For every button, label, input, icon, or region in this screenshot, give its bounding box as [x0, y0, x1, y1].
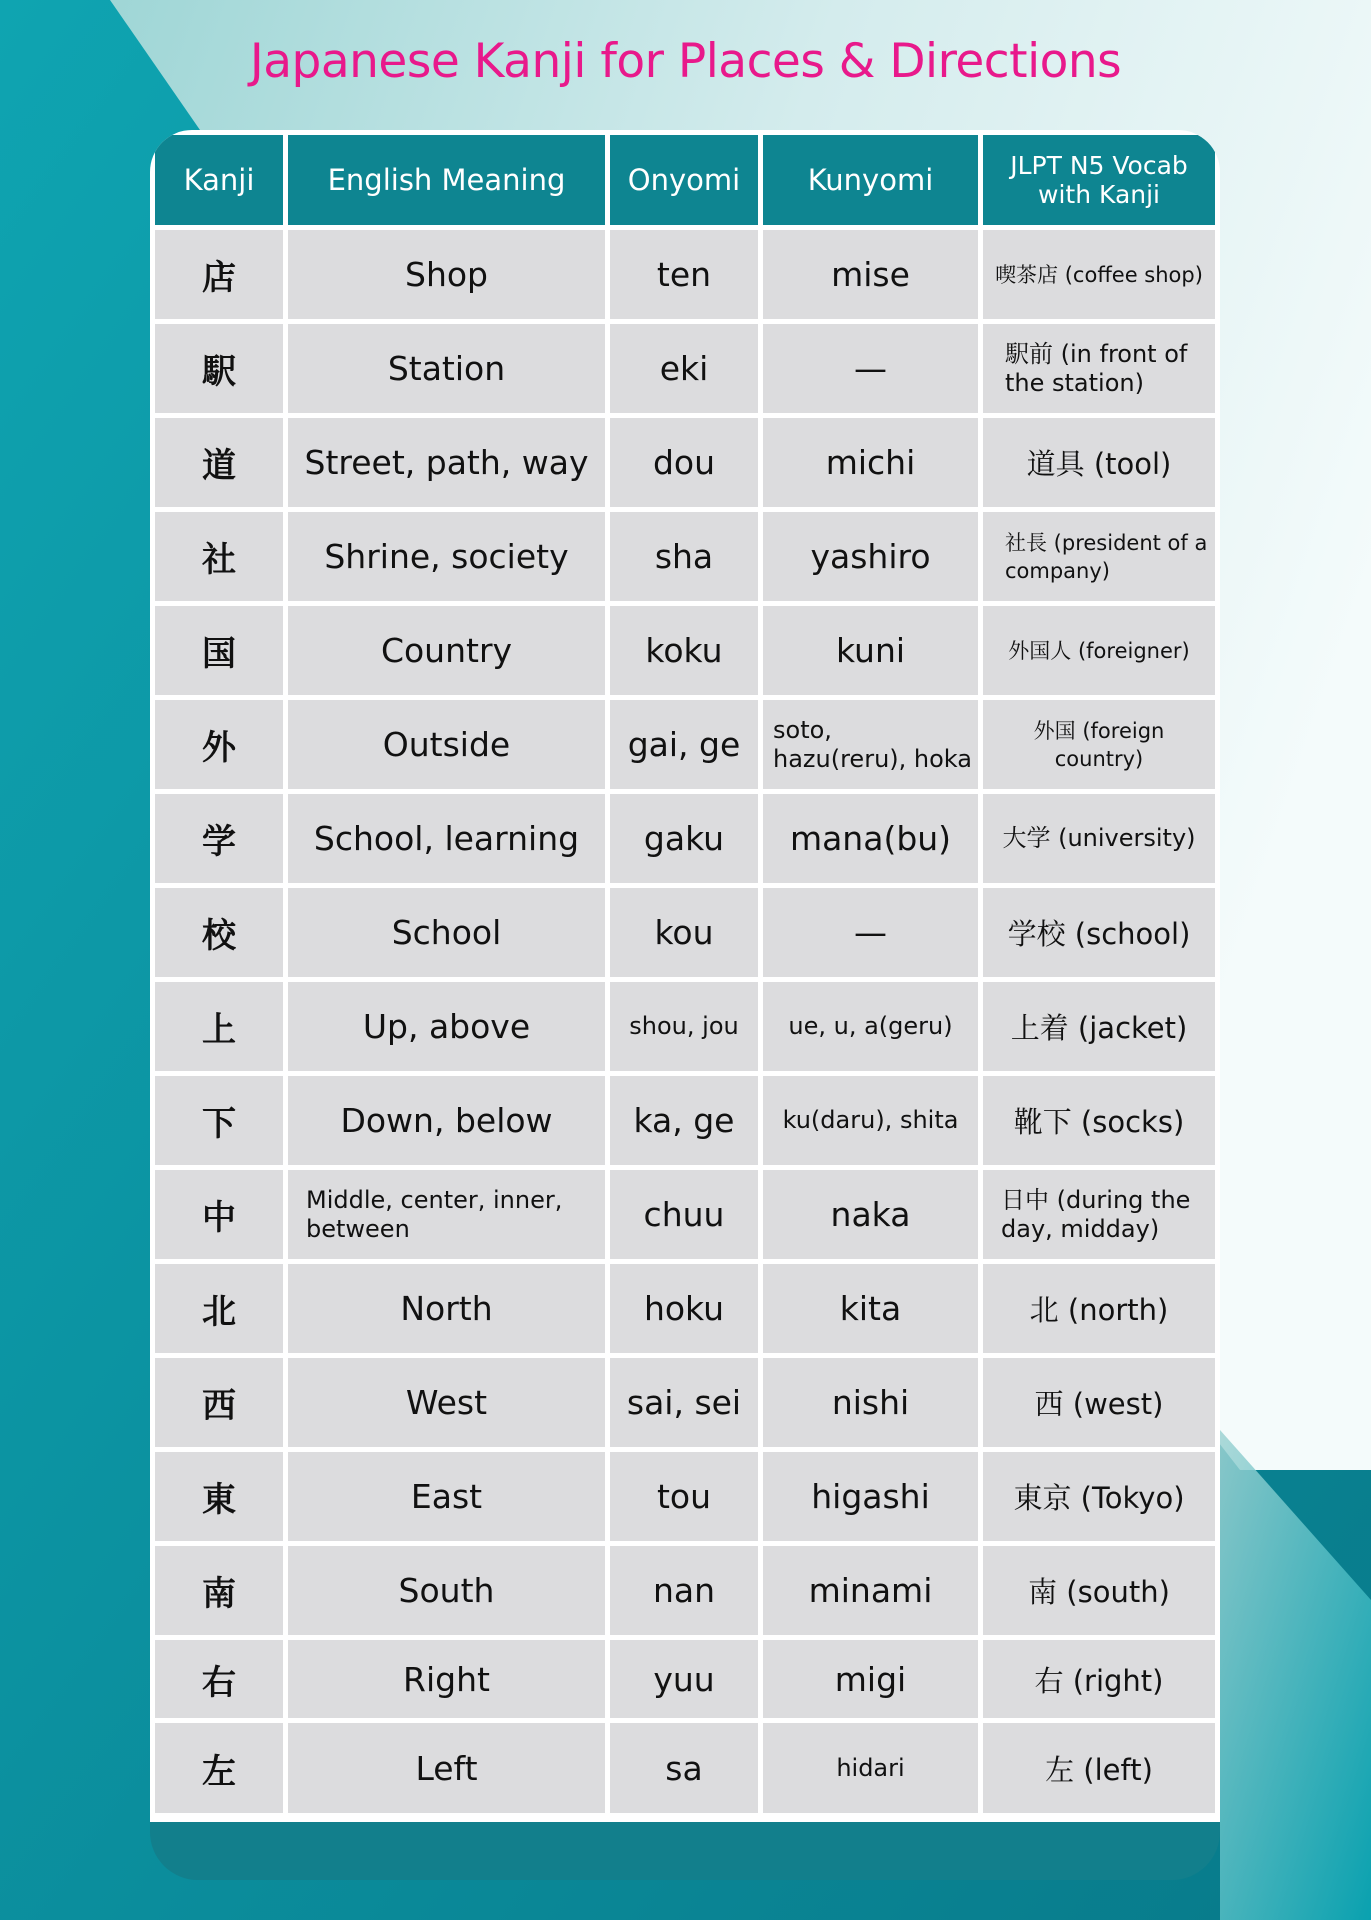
- vocab-cell: 大学 (university): [983, 794, 1215, 883]
- onyomi-cell: ten: [610, 230, 758, 319]
- kanji-cell: 外: [155, 700, 283, 789]
- meaning-cell: Shop: [288, 230, 605, 319]
- kanji-cell: 北: [155, 1264, 283, 1353]
- kunyomi-cell: yashiro: [763, 512, 978, 601]
- onyomi-cell: shou, jou: [610, 982, 758, 1071]
- kanji-cell: 西: [155, 1358, 283, 1447]
- kanji-cell: 上: [155, 982, 283, 1071]
- vocab-cell: 靴下 (socks): [983, 1076, 1215, 1165]
- kunyomi-cell: kuni: [763, 606, 978, 695]
- onyomi-cell: kou: [610, 888, 758, 977]
- meaning-cell: Shrine, society: [288, 512, 605, 601]
- vocab-cell: 駅前 (in front of the station): [983, 324, 1215, 413]
- header-jlpt-vocab: JLPT N5 Vocab with Kanji: [983, 135, 1215, 225]
- kanji-cell: 東: [155, 1452, 283, 1541]
- onyomi-cell: chuu: [610, 1170, 758, 1259]
- header-english-meaning: English Meaning: [288, 135, 605, 225]
- onyomi-cell: gaku: [610, 794, 758, 883]
- vocab-cell: 北 (north): [983, 1264, 1215, 1353]
- kanji-cell: 社: [155, 512, 283, 601]
- vocab-cell: 東京 (Tokyo): [983, 1452, 1215, 1541]
- meaning-cell: Down, below: [288, 1076, 605, 1165]
- kunyomi-cell: minami: [763, 1546, 978, 1635]
- meaning-cell: Outside: [288, 700, 605, 789]
- onyomi-cell: hoku: [610, 1264, 758, 1353]
- kunyomi-cell: mana(bu): [763, 794, 978, 883]
- vocab-cell: 日中 (during the day, midday): [983, 1170, 1215, 1259]
- vocab-cell: 道具 (tool): [983, 418, 1215, 507]
- vocab-cell: 外国人 (foreigner): [983, 606, 1215, 695]
- vocab-cell: 南 (south): [983, 1546, 1215, 1635]
- kunyomi-cell: —: [763, 324, 978, 413]
- onyomi-cell: dou: [610, 418, 758, 507]
- kanji-cell: 中: [155, 1170, 283, 1259]
- kunyomi-cell: —: [763, 888, 978, 977]
- kunyomi-cell: michi: [763, 418, 978, 507]
- kunyomi-cell: mise: [763, 230, 978, 319]
- meaning-cell: School: [288, 888, 605, 977]
- kanji-table: [155, 135, 1215, 1813]
- onyomi-cell: nan: [610, 1546, 758, 1635]
- onyomi-cell: gai, ge: [610, 700, 758, 789]
- meaning-cell: Middle, center, inner, between: [288, 1170, 605, 1259]
- onyomi-cell: sa: [610, 1723, 758, 1813]
- kunyomi-cell: naka: [763, 1170, 978, 1259]
- kunyomi-cell: soto, hazu(reru), hoka: [763, 700, 978, 789]
- onyomi-cell: sha: [610, 512, 758, 601]
- onyomi-cell: koku: [610, 606, 758, 695]
- kanji-cell: 店: [155, 230, 283, 319]
- meaning-cell: Country: [288, 606, 605, 695]
- meaning-cell: Street, path, way: [288, 418, 605, 507]
- onyomi-cell: ka, ge: [610, 1076, 758, 1165]
- kanji-cell: 駅: [155, 324, 283, 413]
- meaning-cell: West: [288, 1358, 605, 1447]
- kanji-cell: 南: [155, 1546, 283, 1635]
- vocab-cell: 左 (left): [983, 1723, 1215, 1813]
- kanji-cell: 道: [155, 418, 283, 507]
- kunyomi-cell: migi: [763, 1640, 978, 1718]
- vocab-cell: 上着 (jacket): [983, 982, 1215, 1071]
- meaning-cell: Up, above: [288, 982, 605, 1071]
- meaning-cell: Right: [288, 1640, 605, 1718]
- meaning-cell: Left: [288, 1723, 605, 1813]
- kunyomi-cell: nishi: [763, 1358, 978, 1447]
- kanji-table-card: [150, 130, 1220, 1822]
- kanji-cell: 左: [155, 1723, 283, 1813]
- onyomi-cell: eki: [610, 324, 758, 413]
- meaning-cell: East: [288, 1452, 605, 1541]
- vocab-cell: 外国 (foreign country): [983, 700, 1215, 789]
- vocab-cell: 社長 (president of a company): [983, 512, 1215, 601]
- kunyomi-cell: higashi: [763, 1452, 978, 1541]
- vocab-cell: 西 (west): [983, 1358, 1215, 1447]
- vocab-cell: 喫茶店 (coffee shop): [983, 230, 1215, 319]
- onyomi-cell: yuu: [610, 1640, 758, 1718]
- kunyomi-cell: hidari: [763, 1723, 978, 1813]
- kunyomi-cell: kita: [763, 1264, 978, 1353]
- kunyomi-cell: ue, u, a(geru): [763, 982, 978, 1071]
- meaning-cell: North: [288, 1264, 605, 1353]
- header-onyomi: Onyomi: [610, 135, 758, 225]
- kanji-cell: 校: [155, 888, 283, 977]
- kanji-cell: 下: [155, 1076, 283, 1165]
- meaning-cell: School, learning: [288, 794, 605, 883]
- kanji-cell: 国: [155, 606, 283, 695]
- header-kunyomi: Kunyomi: [763, 135, 978, 225]
- meaning-cell: Station: [288, 324, 605, 413]
- onyomi-cell: tou: [610, 1452, 758, 1541]
- vocab-cell: 右 (right): [983, 1640, 1215, 1718]
- onyomi-cell: sai, sei: [610, 1358, 758, 1447]
- page-title: Japanese Kanji for Places & Directions: [249, 34, 1122, 89]
- kanji-cell: 学: [155, 794, 283, 883]
- header-kanji: Kanji: [155, 135, 283, 225]
- meaning-cell: South: [288, 1546, 605, 1635]
- kanji-cell: 右: [155, 1640, 283, 1718]
- vocab-cell: 学校 (school): [983, 888, 1215, 977]
- kunyomi-cell: ku(daru), shita: [763, 1076, 978, 1165]
